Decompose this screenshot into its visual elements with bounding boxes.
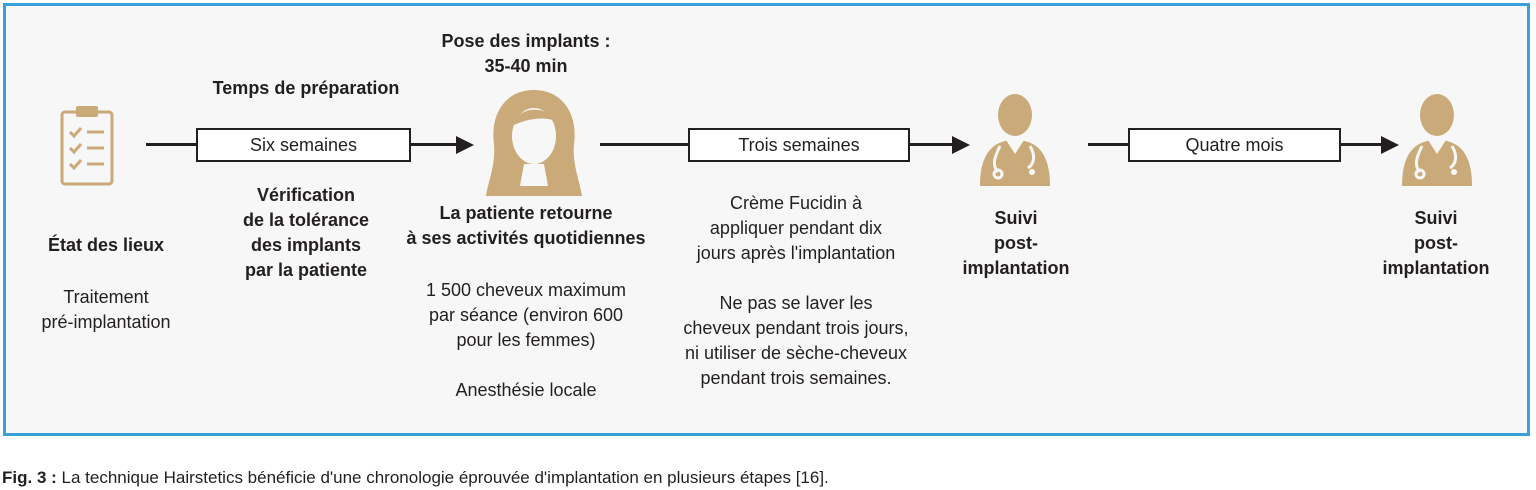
implant-details: 1 500 cheveux maximum par séance (environ 600 pour les femmes) Anesthésie locale	[425, 280, 627, 400]
implant-title: La patiente retourne à ses activités quotidiennes	[406, 203, 646, 248]
stage-followup-2-title: Suivi post- implantation	[1382, 208, 1490, 278]
stage-start-title: État des lieux	[47, 235, 165, 255]
preparation-header: Temps de préparation	[212, 78, 400, 98]
arrow-line	[1088, 143, 1130, 146]
stage-followup-1-title: Suivi post- implantation	[962, 208, 1070, 278]
three-weeks-duration-box: Trois semaines	[688, 128, 910, 162]
figure-caption	[2, 466, 829, 490]
arrow-head	[1381, 136, 1399, 154]
figure-caption-text: La technique Hairstetics bénéficie d'une chronologie éprouvée d'implantation en plusieurs étapes [16].	[61, 468, 829, 487]
arrow-line	[409, 143, 456, 146]
stage-start-subtitle: Traitement pré-implantation	[41, 287, 171, 332]
woman-head-icon	[484, 86, 584, 198]
arrow-line	[908, 143, 952, 146]
figure-label: Fig. 3 :	[2, 468, 57, 487]
preparation-note: Vérification de la tolérance des implants par la patiente	[242, 185, 370, 280]
preparation-duration-box: Six semaines	[196, 128, 411, 162]
arrow-head	[952, 136, 970, 154]
implant-header: Pose des implants : 35-40 min	[441, 31, 611, 76]
arrow-line	[146, 143, 198, 146]
doctor-icon	[1398, 90, 1476, 188]
three-weeks-note: Crème Fucidin à appliquer pendant dix jours après l'implantation Ne pas se laver les cheveux pendant trois jours, ni utiliser de sèche-cheveux pendant trois semaines.	[683, 193, 909, 388]
arrow-line	[600, 143, 690, 146]
diagram-frame	[3, 3, 1530, 436]
arrow-head	[456, 136, 474, 154]
clipboard-checklist-icon	[56, 102, 118, 188]
arrow-line	[1339, 143, 1381, 146]
doctor-icon	[976, 90, 1054, 188]
four-months-duration-box: Quatre mois	[1128, 128, 1341, 162]
